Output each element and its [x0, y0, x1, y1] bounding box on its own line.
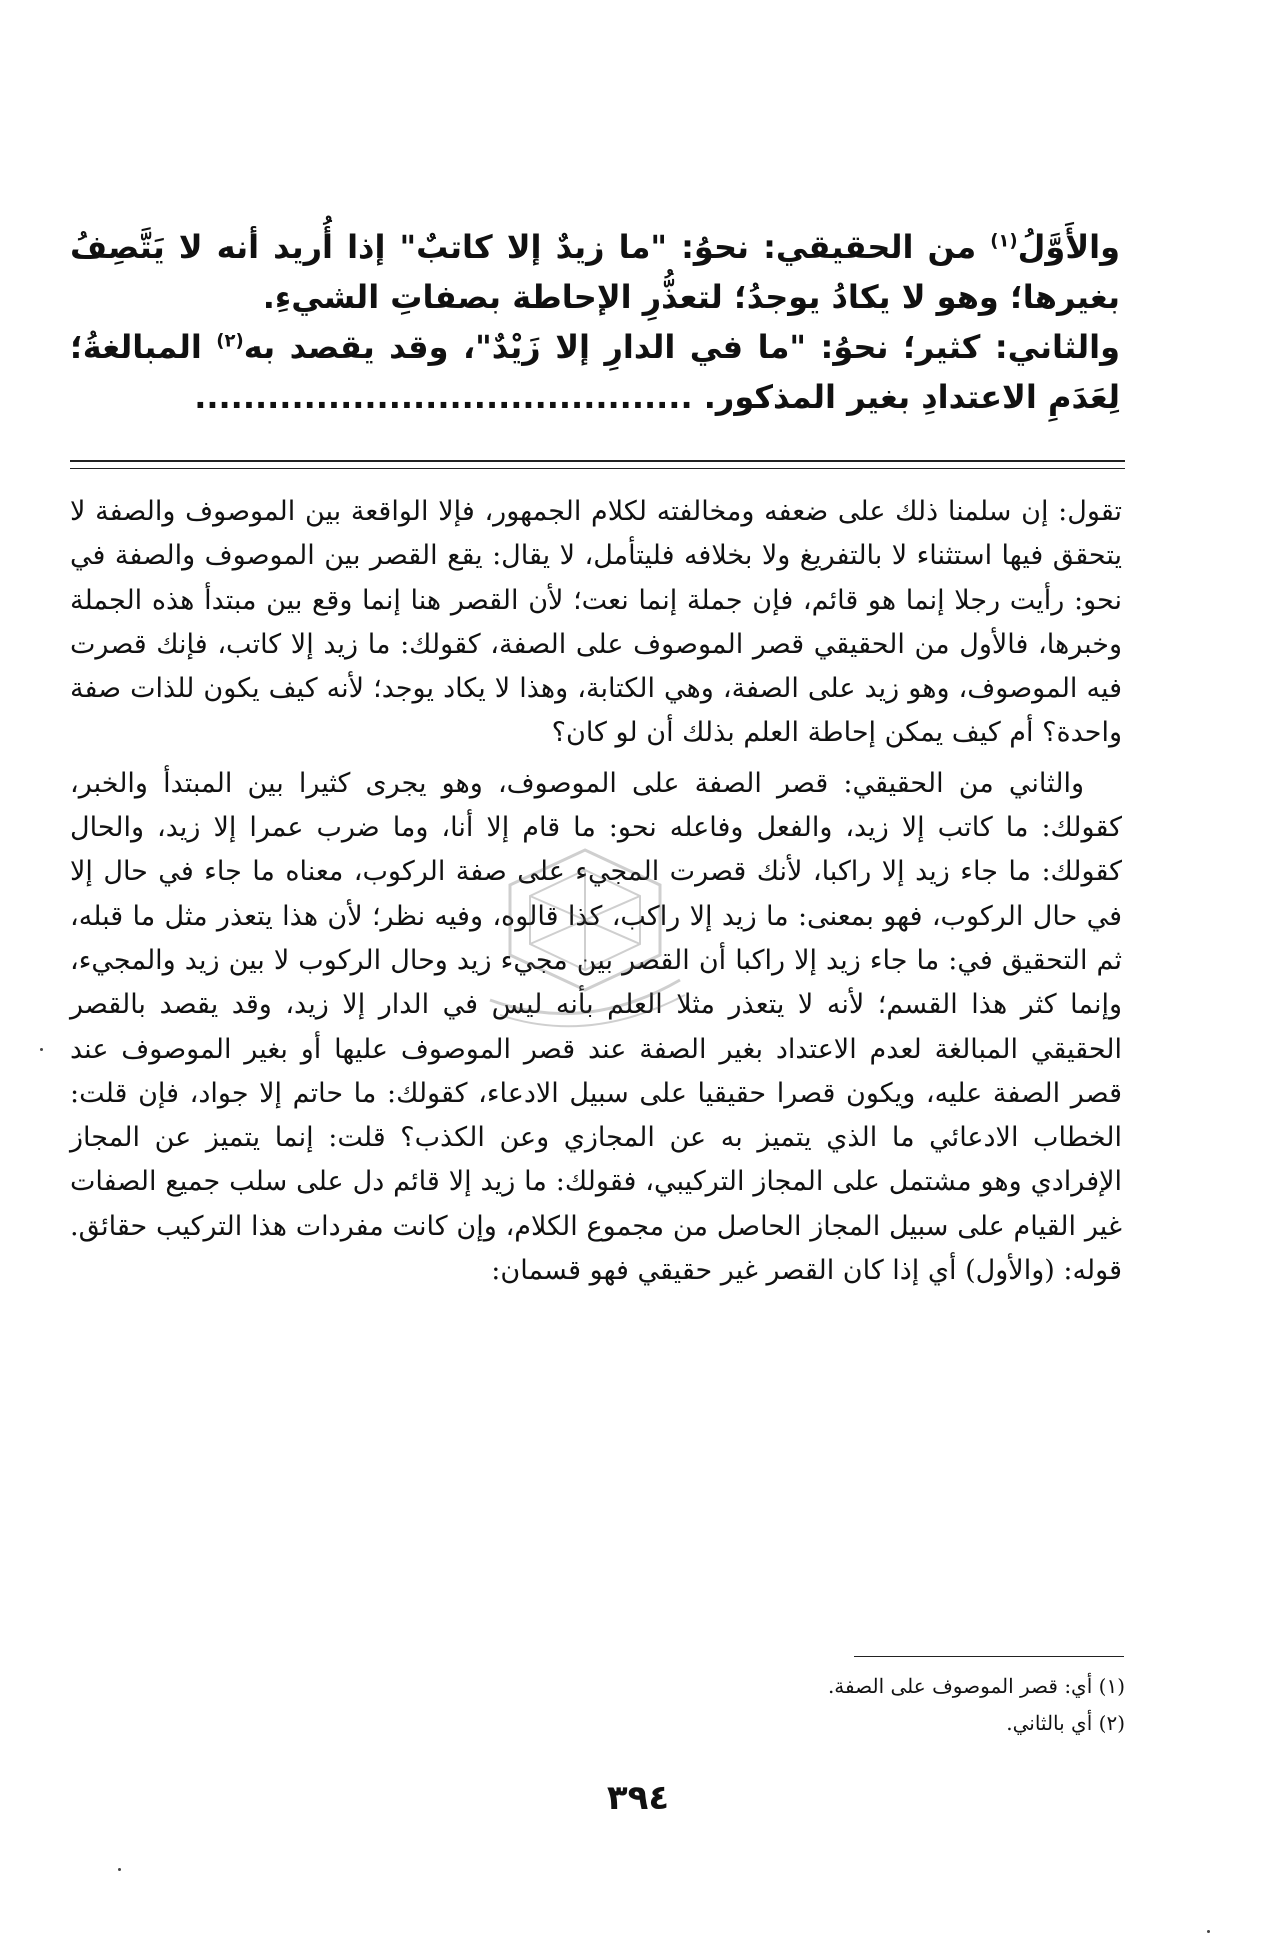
main-text: [70, 222, 1120, 422]
main-text-paragraph-2: [70, 322, 1120, 422]
main-text-para1-rest: من الحقيقي: نحوُ: "ما زيدٌ إلا كاتبٌ" إذا أُريد أنه لا يَتَّصِفُ بغيرها؛ وهو لا يكادُ يوجدُ؛ لتعذُّرِ الإحاطة بصفاتِ الشيءِ.: [70, 228, 1120, 316]
footnote-ref-2: (٢): [216, 330, 244, 352]
footnote-divider: [854, 1656, 1124, 1657]
scan-speck: [40, 1048, 43, 1051]
main-text-paragraph-1: [70, 222, 1120, 322]
footnote-2: (٢) أي بالثاني.: [1006, 1711, 1125, 1735]
commentary-paragraph-2: والثاني من الحقيقي: قصر الصفة على الموصوف، وهو يجرى كثيرا بين المبتدأ والخبر، كقولك: ما كاتب إلا زيد، والفعل وفاعله نحو: ما قام إلا أنا، وما ضرب عمرا إلا زيد، والحال كقولك: ما جاء زيد إلا راكبا، لأنك قصرت المجيء على صفة الركوب، معناه ما جاء في حال إلا في حال الركوب، فهو بمعنى: ما زيد إلا راكب، كذا قالوه، وفيه نظر؛ لأن هذا يتعذر مثل ما قبله، ثم التحقيق في: ما جاء زيد إلا راكبا أن القصر بين مجيء زيد وحال الركوب لا بين زيد والمجيء، وإنما كثر هذا القسم؛ لأنه لا يتعذر مثلا العلم بأنه ليس في الدار إلا زيد، وقد يقصد بالقصر الحقيقي المبالغة لعدم الاعتداد بغير الصفة عند قصر الموصوف عليها أو بغير الموصوف عند قصر الصفة عليه، ويكون قصرا حقيقيا على سبيل الادعاء، كقولك: ما حاتم إلا جواد، فإن قلت: الخطاب الادعائي ما الذي يتميز به عن المجازي وعن الكذب؟ قلت: إنما يتميز عن المجاز الإفرادي وهو مشتمل على المجاز التركيبي، فقولك: ما زيد إلا قائم دل على سلب جميع الصفات غير القيام على سبيل المجاز الحاصل من مجموع الكلام، وإن كانت مفردات هذا التركيب حقائق. قوله: (والأول) أي إذا كان القصر غير حقيقي فهو قسمان:: [70, 767, 1122, 1287]
main-text-para1-start: والأَوَّلُ: [1017, 228, 1120, 266]
section-divider: [70, 460, 1125, 469]
footnotes: [625, 1668, 1125, 1742]
commentary-paragraph-1: تقول: إن سلمنا ذلك على ضعفه ومخالفته لكلام الجمهور، فإلا الواقعة بين الموصوف والصفة لا يتحقق فيها استثناء لا بالتفريغ ولا بخلافه فليتأمل، لا يقال: يقع القصر بين الموصوف والصفة في نحو: رأيت رجلا إنما هو قائم، فإن جملة إنما نعت؛ لأن القصر هنا إنما وقع بين مبتدأ هذه الجملة وخبرها، فالأول من الحقيقي قصر الموصوف على الصفة، كقولك: ما زيد إلا كاتب، فإنك قصرت فيه الموصوف، وهو زيد على الصفة، وهي الكتابة، وهذا لا يكاد يوجد؛ لأنه كيف يكون للذات صفة واحدة؟ أم كيف يمكن إحاطة العلم بذلك أن لو كان؟: [70, 496, 1122, 749]
dotted-leader: .........................................: [194, 378, 693, 416]
commentary-text: [70, 490, 1122, 1293]
footnote-ref-1: (١): [990, 230, 1018, 252]
main-text-para2-start: والثاني: كثير؛ نحوُ: "ما في الدارِ إلا زَيْدٌ"، وقد يقصد به: [243, 328, 1121, 366]
footnote-1: (١) أي: قصر الموصوف على الصفة.: [827, 1674, 1125, 1698]
main-text-para2-rest: المبالغةُ؛ لِعَدَمِ الاعتدادِ بغير المذكور.: [70, 328, 1120, 416]
page-number: ٣٩٤: [606, 1778, 670, 1818]
scan-speck: [118, 1868, 121, 1871]
scan-speck: [1207, 1930, 1210, 1933]
